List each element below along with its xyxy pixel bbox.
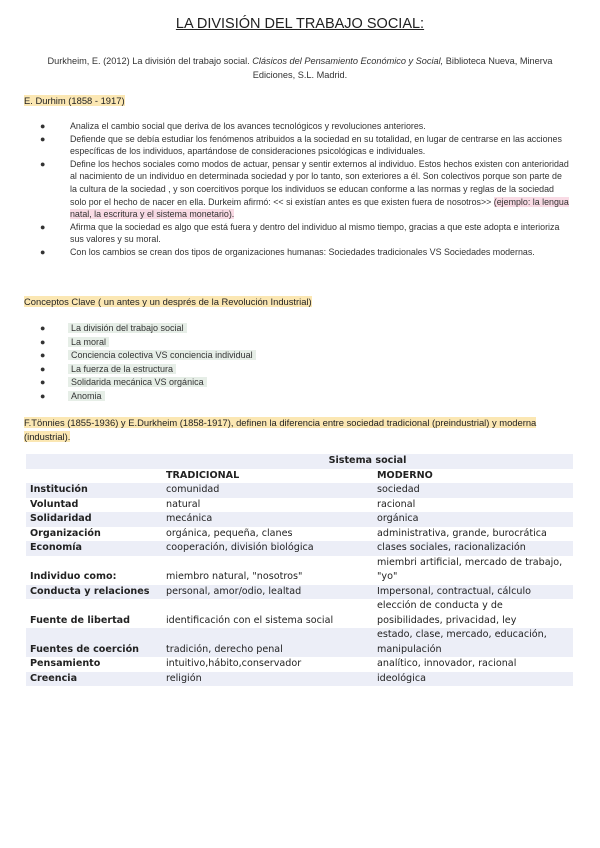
table-row	[26, 628, 573, 657]
modern-cell: sociedad	[373, 483, 573, 498]
row-label: Creencia	[26, 672, 162, 687]
table-cell	[26, 454, 162, 469]
modern-cell: administrativa, grande, burocrática	[373, 527, 573, 542]
modern-cell: estado, clase, mercado, educación, manipulación	[373, 628, 573, 657]
bullet-text: Con los cambios se crean dos tipos de organizaciones humanas: Sociedades tradicionales VS Sociedades modernas.	[70, 246, 535, 257]
bullet-text: Analiza el cambio social que deriva de los avances tecnológicos y revoluciones anteriores.	[70, 121, 426, 131]
concepts-heading	[24, 295, 312, 309]
table-row	[26, 657, 573, 672]
traditional-cell: intuitivo,hábito,conservador	[162, 657, 373, 672]
table-caption-row	[26, 454, 573, 469]
list-item	[0, 221, 600, 246]
row-label: Voluntad	[26, 498, 162, 513]
bullet-text: Defiende que se debía estudiar los fenómenos atribuidos a la sociedad en su totalidad, en lugar de centrarse en las acciones específicas de los individuos, apartándose de consideraciones psicológicas e individuales.	[70, 133, 562, 157]
modern-cell: Impersonal, contractual, cálculo	[373, 585, 573, 600]
concepts-list	[0, 322, 256, 403]
traditional-cell: orgánica, pequeña, clanes	[162, 527, 373, 542]
tonnies-heading	[24, 416, 574, 443]
bullet-icon: ●	[40, 390, 46, 401]
row-label: Pensamiento	[26, 657, 162, 672]
bullet-icon: ●	[40, 363, 46, 374]
modern-cell: miembri artificial, mercado de trabajo, "yo"	[373, 556, 573, 585]
list-item	[0, 158, 600, 221]
table-row	[26, 483, 573, 498]
modern-cell: elección de conducta y de posibilidades, privacidad, ley	[373, 599, 573, 628]
traditional-cell: identificación con el sistema social	[162, 599, 373, 628]
bullet-icon: ●	[40, 133, 46, 144]
modern-cell: orgánica	[373, 512, 573, 527]
traditional-cell: tradición, derecho penal	[162, 628, 373, 657]
modern-cell: clases sociales, racionalización	[373, 541, 573, 556]
bullet-icon: ●	[40, 377, 46, 387]
modern-cell: analítico, innovador, racional	[373, 657, 573, 672]
row-label: Fuentes de coerción	[26, 628, 162, 657]
concept-text: La división del trabajo social	[68, 323, 187, 333]
concept-text: Anomia	[68, 391, 105, 401]
author-heading-text: E. Durhim (1858 - 1917)	[24, 95, 125, 106]
concepts-heading-text: Conceptos Clave ( un antes y un després de la Revolución Industrial)	[24, 296, 312, 307]
list-item	[0, 336, 256, 350]
row-label: Individuo como:	[26, 556, 162, 585]
bullet-icon: ●	[40, 158, 46, 169]
table-cell	[26, 469, 162, 484]
traditional-cell: personal, amor/odio, lealtad	[162, 585, 373, 600]
table-row	[26, 556, 573, 585]
durkheim-bullet-list	[0, 120, 600, 259]
list-item	[0, 133, 600, 158]
list-item	[0, 376, 256, 390]
traditional-cell: miembro natural, "nosotros"	[162, 556, 373, 585]
row-label: Fuente de libertad	[26, 599, 162, 628]
list-item	[0, 246, 600, 259]
traditional-cell: natural	[162, 498, 373, 513]
modern-cell: racional	[373, 498, 573, 513]
bullet-icon: ●	[40, 323, 46, 333]
row-label: Economía	[26, 541, 162, 556]
concept-text: La fuerza de la estructura	[68, 364, 176, 374]
bullet-icon: ●	[40, 121, 46, 131]
column-header-modern: MODERNO	[373, 469, 573, 484]
reference-prefix: Durkheim, E. (2012) La división del trabajo social.	[47, 56, 253, 66]
list-item	[0, 120, 600, 133]
table-row	[26, 498, 573, 513]
example-highlight: (ejemplo: la lengua natal, la escritura y el sistema monetario).	[70, 196, 569, 220]
traditional-cell: religión	[162, 672, 373, 687]
column-header-traditional: TRADICIONAL	[162, 469, 373, 484]
author-heading	[24, 94, 125, 108]
table-row	[26, 527, 573, 542]
bibliographic-reference	[30, 54, 570, 82]
row-label: Organización	[26, 527, 162, 542]
reference-suffix: Biblioteca Nueva, Minerva Ediciones, S.L. Madrid.	[252, 56, 553, 80]
bullet-icon: ●	[40, 336, 46, 347]
bullet-icon: ●	[40, 246, 46, 257]
table-row	[26, 512, 573, 527]
table-header-row	[26, 469, 573, 484]
concept-text: Conciencia colectiva VS conciencia individual	[68, 350, 256, 360]
row-label: Solidaridad	[26, 512, 162, 527]
traditional-cell: mecánica	[162, 512, 373, 527]
table-row	[26, 599, 573, 628]
bullet-icon: ●	[40, 221, 46, 232]
concept-text: Solidarida mecánica VS orgánica	[68, 377, 207, 387]
table-caption: Sistema social	[162, 454, 573, 469]
list-item	[0, 349, 256, 363]
list-item	[0, 363, 256, 377]
bullet-text: Define los hechos sociales como modos de actuar, pensar y sentir externos al individuo. Estos hechos existen con anterioridad al nacimiento de un individuo en determinada sociedad y por lo tanto, son exteriores a él. Son colectivos porque son parte de la cultura de la sociedad , y son coercitivos porque los individuos se educan conforme a las normas y reglas de la sociedad solo por el hecho de nacer en ella. Durkeim afirmó: << si existían antes es que existen fuera de nosotros>>	[70, 158, 569, 207]
table-row	[26, 672, 573, 687]
concept-text: La moral	[68, 337, 109, 347]
list-item	[0, 322, 256, 336]
modern-cell: ideológica	[373, 672, 573, 687]
traditional-cell: comunidad	[162, 483, 373, 498]
tonnies-heading-text: F.Tönnies (1855-1936) y E.Durkheim (1858-1917), definen la diferencia entre sociedad tradicional (preindustrial) y moderna (industrial).	[24, 417, 537, 442]
reference-italic: Clásicos del Pensamiento Económico y Social,	[252, 56, 444, 66]
page-title: LA DIVISIÓN DEL TRABAJO SOCIAL:	[175, 16, 425, 32]
bullet-text: Afirma que la sociedad es algo que está fuera y dentro del individuo al mismo tiempo, gracias a que este adopta e interioriza sus valores y su moral.	[70, 221, 560, 245]
social-system-table	[26, 454, 573, 686]
row-label: Institución	[26, 483, 162, 498]
list-item	[0, 390, 256, 404]
traditional-cell: cooperación, división biológica	[162, 541, 373, 556]
table-row	[26, 585, 573, 600]
bullet-icon: ●	[40, 350, 46, 360]
table-row	[26, 541, 573, 556]
row-label: Conducta y relaciones	[26, 585, 162, 600]
